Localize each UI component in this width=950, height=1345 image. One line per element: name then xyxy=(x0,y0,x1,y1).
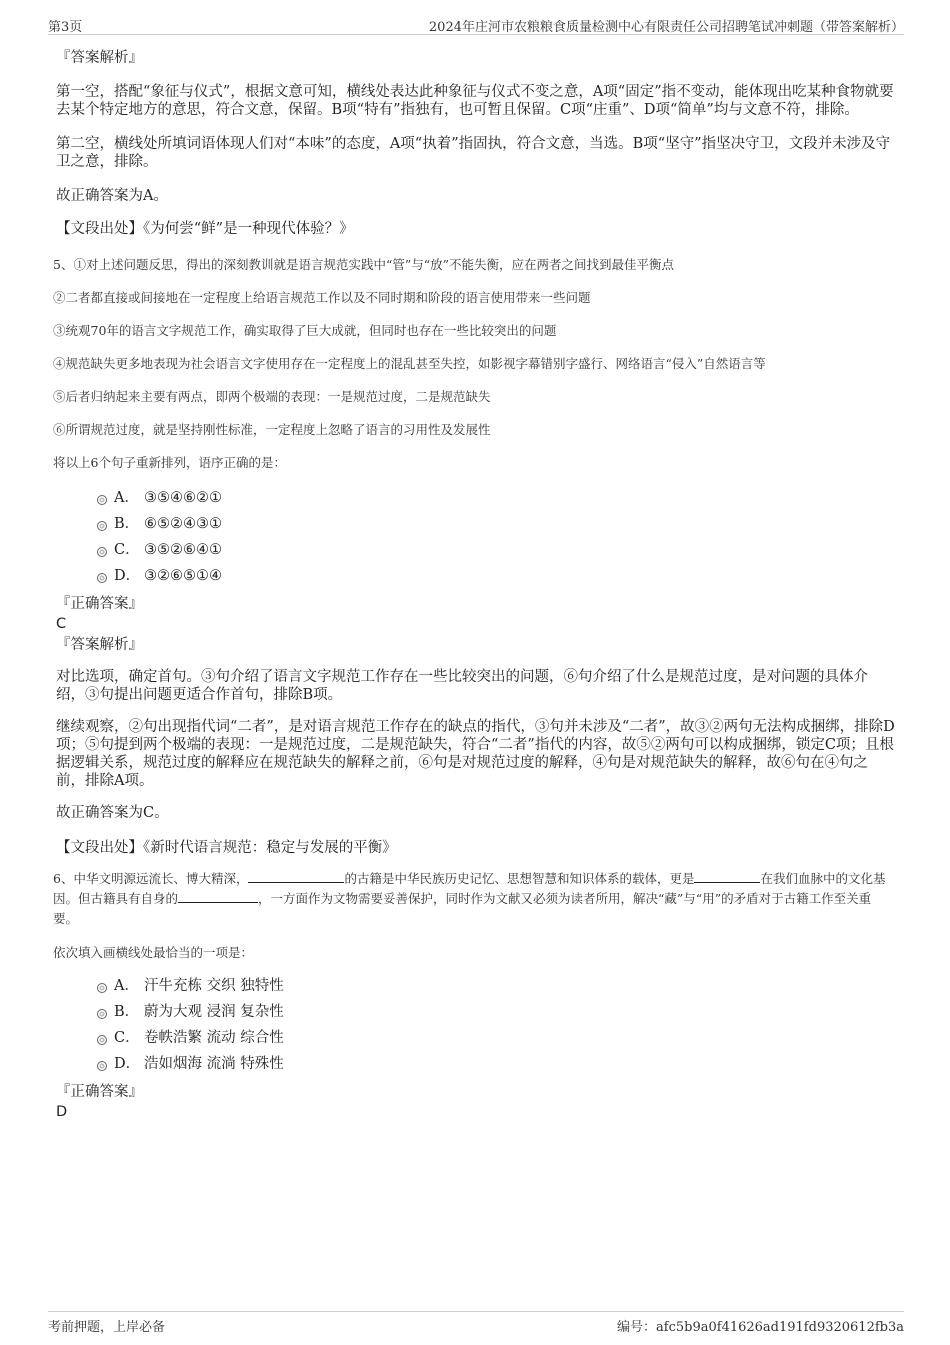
radio-icon[interactable] xyxy=(97,495,107,505)
fill-blank[interactable] xyxy=(694,870,760,883)
option-b[interactable] xyxy=(56,999,896,1025)
radio-icon[interactable] xyxy=(97,1035,107,1045)
option-letter: B． xyxy=(114,1004,140,1020)
option-letter: C． xyxy=(114,542,140,558)
option-list xyxy=(56,485,896,589)
analysis-paragraph: 继续观察，②句出现指代词“二者”，是对语言规范工作存在的缺点的指代，③句并未涉及“二者”，故③②两句无法构成捆绑，排除D项；⑤句提到两个极端的表现：一是规范过度，二是规范缺失，符合“二者”指代的内容，故⑤②两句可以构成捆绑，锁定C项；且根据逻辑关系，规范过度的解释应在规范缺失的解释之前，⑥句是对规范过度的解释，④句是对规范缺失的解释，故⑥句在④句之前，排除A项。 xyxy=(56,719,895,789)
option-letter: D． xyxy=(114,568,141,584)
document-body xyxy=(53,46,896,1120)
analysis-paragraph: 对比选项，确定首句。③句介绍了语言文字规范工作存在一些比较突出的问题，⑥句介绍了什么是规范过度，是对问题的具体介绍，③句提出问题更适合作首句，排除B项。 xyxy=(56,669,868,703)
analysis-conclusion: 故正确答案为A。 xyxy=(56,188,168,204)
option-list xyxy=(56,973,896,1077)
option-a[interactable] xyxy=(56,485,896,511)
option-letter: D． xyxy=(114,1056,141,1072)
option-text: 卷帙浩繁 流动 综合性 xyxy=(144,1030,284,1046)
question-stem: 将以上6个句子重新排列，语序正确的是： xyxy=(53,455,286,470)
question-sentence: ③统观70年的语言文字规范工作，确实取得了巨大成就，但同时也存在一些比较突出的问题 xyxy=(53,323,557,338)
analysis-conclusion: 故正确答案为C。 xyxy=(56,805,169,821)
option-text: ③⑤②⑥④① xyxy=(144,542,222,558)
question-5 xyxy=(53,255,896,857)
option-b[interactable] xyxy=(56,511,896,537)
radio-icon[interactable] xyxy=(97,573,107,583)
source-citation: 【文段出处】《新时代语言规范：稳定与发展的平衡》 xyxy=(56,840,397,856)
page-footer xyxy=(48,1311,904,1336)
option-c[interactable] xyxy=(56,537,896,563)
correct-answer-label: 『正确答案』 xyxy=(56,596,143,612)
correct-answer-label: 『正确答案』 xyxy=(56,1084,143,1100)
analysis-label: 『答案解析』 xyxy=(56,50,143,66)
option-d[interactable] xyxy=(56,563,896,589)
option-text: ③②⑥⑤①④ xyxy=(144,568,222,584)
footer-slogan: 考前押题，上岸必备 xyxy=(48,1320,166,1335)
option-letter: A． xyxy=(114,490,139,506)
page-header xyxy=(48,14,904,35)
option-letter: C． xyxy=(114,1030,140,1046)
source-citation: 【文段出处】《为何尝“鲜”是一种现代体验？》 xyxy=(56,221,354,237)
question-text-part: ，一方面作为文物需要妥善保护，同时作为文献又必须为读者所用，解决“藏”与“用”的矛盾对于古籍工作至关重要。 xyxy=(53,891,872,926)
page-number: 第3页 xyxy=(48,20,83,35)
question-stem: 依次填入画横线处最恰当的一项是： xyxy=(53,945,254,960)
correct-answer: C xyxy=(56,616,67,632)
question-text-part: 在我们血脉中的文化基因。但古籍具有自身的 xyxy=(53,871,886,906)
option-c[interactable] xyxy=(56,1025,896,1051)
fill-blank[interactable] xyxy=(178,890,258,903)
option-text: 蔚为大观 浸润 复杂性 xyxy=(144,1004,284,1020)
option-a[interactable] xyxy=(56,973,896,999)
analysis-paragraph: 第一空，搭配“象征与仪式”，根据文意可知，横线处表达此种象征与仪式不变之意，A项“固定”指不变动，能体现出吃某种食物就要去某个特定地方的意思，符合文意，保留。B项“特有”指独有，也可暂且保留。C项“庄重”、D项“简单”均与文意不符，排除。 xyxy=(56,84,894,118)
radio-icon[interactable] xyxy=(97,1061,107,1071)
option-text: ⑥⑤②④③① xyxy=(144,516,222,532)
question-sentence: ②二者都直接或间接地在一定程度上给语言规范工作以及不同时期和阶段的语言使用带来一些问题 xyxy=(53,290,591,305)
option-text: ③⑤④⑥②① xyxy=(144,490,222,506)
question-sentence: ④规范缺失更多地表现为社会语言文字使用存在一定程度上的混乱甚至失控，如影视字幕错别字盛行、网络语言“侵入”自然语言等 xyxy=(53,356,766,371)
radio-icon[interactable] xyxy=(97,521,107,531)
fill-blank[interactable] xyxy=(248,870,344,883)
question-text xyxy=(53,869,896,929)
question-6 xyxy=(53,869,896,1120)
analysis-label: 『答案解析』 xyxy=(56,637,143,653)
question-sentence: ⑤后者归纳起来主要有两点，即两个极端的表现：一是规范过度，二是规范缺失 xyxy=(53,389,491,404)
document-id: 编号：afc5b9a0f41626ad191fd9320612fb3a xyxy=(617,1320,904,1335)
correct-answer: D xyxy=(56,1104,68,1120)
option-text: 汗牛充栋 交织 独特性 xyxy=(144,978,284,994)
radio-icon[interactable] xyxy=(97,547,107,557)
question-text-part: 的古籍是中华民族历史记忆、思想智慧和知识体系的载体，更是 xyxy=(344,871,695,886)
option-letter: A． xyxy=(114,978,139,994)
document-title: 2024年庄河市农粮粮食质量检测中心有限责任公司招聘笔试冲刺题（带答案解析） xyxy=(428,20,904,35)
radio-icon[interactable] xyxy=(97,983,107,993)
option-letter: B． xyxy=(114,516,140,532)
question-sentence: 5、①对上述问题反思，得出的深刻教训就是语言规范实践中“管”与“放”不能失衡，应在两者之间找到最佳平衡点 xyxy=(53,257,675,272)
analysis-paragraph: 第二空，横线处所填词语体现人们对“本味”的态度，A项“执着”指固执，符合文意，当选。B项“坚守”指坚决守卫，文段并未涉及守卫之意，排除。 xyxy=(56,136,891,170)
option-d[interactable] xyxy=(56,1051,896,1077)
option-text: 浩如烟海 流淌 特殊性 xyxy=(144,1056,284,1072)
radio-icon[interactable] xyxy=(97,1009,107,1019)
question-sentence: ⑥所谓规范过度，就是坚持刚性标准，一定程度上忽略了语言的习用性及发展性 xyxy=(53,422,491,437)
question-text-part: 6、中华文明源远流长、博大精深， xyxy=(53,871,249,886)
